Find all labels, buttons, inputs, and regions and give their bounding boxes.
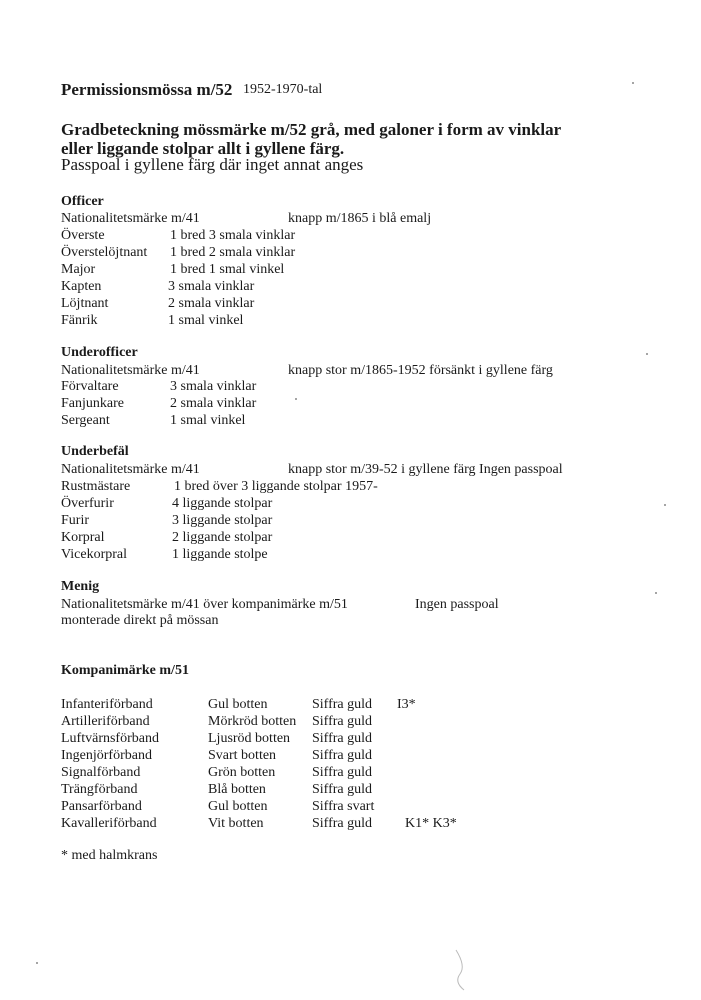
rank-name: Överstelöjtnant [61,245,148,260]
rank-name: Rustmästare [61,479,131,494]
scan-speck [36,962,38,964]
rank-insignia: 1 smal vinkel [170,413,246,428]
section-heading-menig: Menig [61,579,100,594]
menig-row-2 [61,612,681,629]
rank-name: Förvaltare [61,379,119,394]
digit-color: Siffra guld [312,714,373,729]
scan-speck [655,592,657,594]
badge-background: Grön botten [208,765,276,780]
rank-row [61,261,681,278]
rank-name: Furir [61,513,89,528]
heading-line-2: eller liggande stolpar allt i gyllene färg. [61,139,345,158]
scan-speck [632,82,634,84]
menig-passpoal-note: Ingen passpoal [415,597,499,612]
unit-name: Artilleriförband [61,714,150,729]
unit-note: I3* [397,697,416,712]
unit-name: Pansarförband [61,799,142,814]
digit-color: Siffra guld [312,697,373,712]
document-title: Permissionsmössa m/52 [61,80,233,99]
section-heading-kompanimarke: Kompanimärke m/51 [61,663,189,678]
kompanimarke-row [61,781,681,798]
nat-label: Nationalitetsmärke m/41 [61,211,200,226]
rank-insignia: 1 bred 1 smal vinkel [170,262,285,277]
underofficer-nat-row [61,362,681,379]
rank-name: Vicekorpral [61,547,128,562]
kompanimarke-row [61,747,681,764]
badge-background: Svart botten [208,748,277,763]
unit-name: Signalförband [61,765,141,780]
button-note: knapp stor m/1865-1952 försänkt i gyllene färg [288,363,553,378]
digit-color: Siffra svart [312,799,375,814]
digit-color: Siffra guld [312,748,373,763]
rank-name: Löjtnant [61,296,109,311]
officer-nat-row [61,210,681,227]
unit-name: Kavalleriförband [61,816,157,831]
rank-insignia: 3 smala vinklar [168,279,255,294]
rank-name: Sergeant [61,413,110,428]
rank-insignia: 1 bred över 3 liggande stolpar 1957- [174,479,378,494]
rank-insignia: 1 bred 2 smala vinklar [170,245,296,260]
digit-color: Siffra guld [312,816,373,831]
rank-row [61,495,681,512]
rank-insignia: 1 smal vinkel [168,313,244,328]
kompanimarke-row [61,696,681,713]
heading-line-1: Gradbeteckning mössmärke m/52 grå, med galoner i form av vinklar [61,120,562,139]
rank-name: Kapten [61,279,102,294]
rank-name: Överste [61,228,105,243]
unit-name: Luftvärnsförband [61,731,159,746]
menig-line-1: Nationalitetsmärke m/41 över kompanimärke m/51 [61,597,348,612]
kompanimarke-row [61,713,681,730]
scan-speck [295,398,297,400]
rank-name: Fänrik [61,313,98,328]
kompanimarke-row [61,764,681,781]
menig-row-1 [61,596,681,613]
rank-row [61,312,681,329]
nat-label: Nationalitetsmärke m/41 [61,363,200,378]
rank-row [61,378,681,395]
digit-color: Siffra guld [312,765,373,780]
rank-insignia: 3 liggande stolpar [172,513,273,528]
badge-background: Ljusröd botten [208,731,291,746]
rank-row [61,295,681,312]
rank-row [61,395,681,412]
document-period: 1952-1970-tal [243,82,323,97]
rank-name: Överfurir [61,496,114,511]
badge-background: Blå botten [208,782,266,797]
badge-background: Gul botten [208,697,268,712]
rank-row [61,512,681,529]
scan-speck [664,504,666,506]
footnote: * med halmkrans [61,848,158,863]
passpoal-note: Passpoal i gyllene färg där inget annat anges [61,155,364,174]
button-note: knapp stor m/39-52 i gyllene färg Ingen passpoal [288,462,563,477]
rank-row [61,244,681,261]
unit-name: Trängförband [61,782,138,797]
rank-insignia: 1 liggande stolpe [172,547,268,562]
kompanimarke-row [61,798,681,815]
rank-name: Korpral [61,530,105,545]
rank-insignia: 4 liggande stolpar [172,496,273,511]
rank-name: Fanjunkare [61,396,124,411]
badge-background: Vit botten [208,816,264,831]
section-heading-underbefal: Underbefäl [61,444,129,459]
rank-row [61,546,681,563]
kompanimarke-row [61,730,681,747]
nat-label: Nationalitetsmärke m/41 [61,462,200,477]
rank-name: Major [61,262,96,277]
digit-color: Siffra guld [312,731,373,746]
rank-row [61,227,681,244]
badge-background: Mörkröd botten [208,714,297,729]
rank-row [61,278,681,295]
digit-color: Siffra guld [312,782,373,797]
badge-background: Gul botten [208,799,268,814]
rank-row [61,529,681,546]
unit-name: Ingenjörförband [61,748,152,763]
scan-mark [452,948,472,992]
section-heading-underofficer: Underofficer [61,345,138,360]
rank-row [61,412,681,429]
rank-row [61,478,681,495]
rank-insignia: 1 bred 3 smala vinklar [170,228,296,243]
unit-note: K1* K3* [405,816,457,831]
rank-insignia: 2 smala vinklar [170,396,257,411]
underbefal-nat-row [61,461,681,478]
rank-insignia: 3 smala vinklar [170,379,257,394]
scan-speck [646,353,648,355]
unit-name: Infanteriförband [61,697,153,712]
rank-insignia: 2 smala vinklar [168,296,255,311]
kompanimarke-row [61,815,681,832]
menig-line-2: monterade direkt på mössan [61,613,219,628]
section-heading-officer: Officer [61,194,104,209]
button-note: knapp m/1865 i blå emalj [288,211,432,226]
rank-insignia: 2 liggande stolpar [172,530,273,545]
